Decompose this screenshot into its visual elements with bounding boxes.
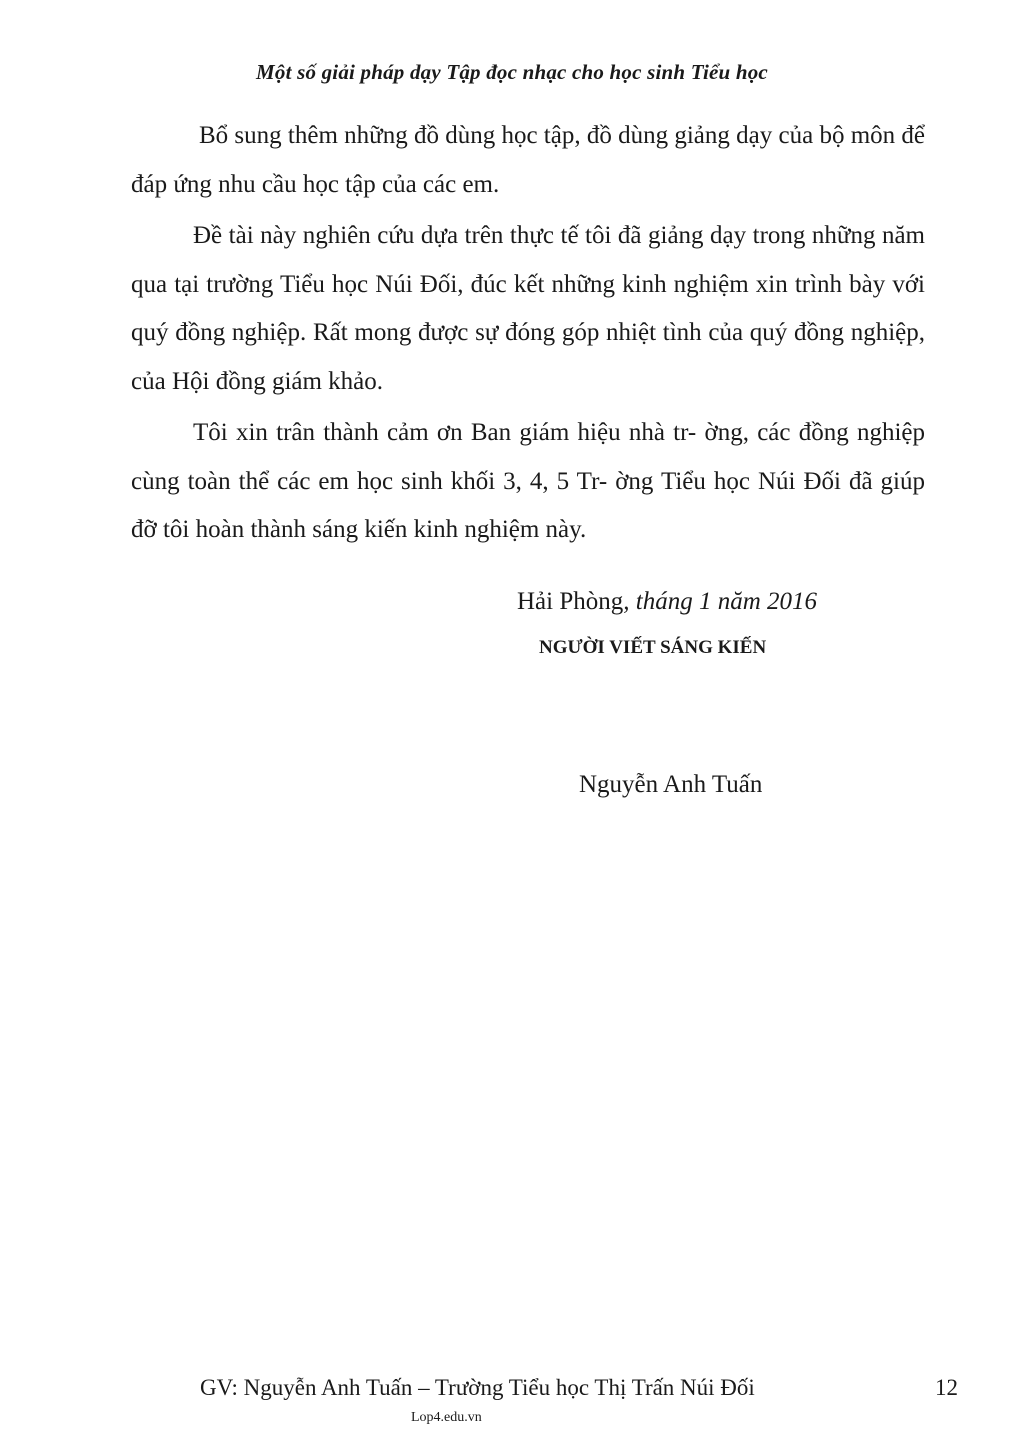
signature-role: NGƯỜI VIẾT SÁNG KIẾN	[539, 637, 767, 658]
signature-author-name: Nguyễn Anh Tuấn	[579, 771, 763, 798]
signature-place: Hải Phòng	[517, 588, 624, 615]
page-footer: GV: Nguyễn Anh Tuấn – Trường Tiểu học Thị Trấn Núi Đối	[200, 1375, 755, 1400]
page-number: 12	[935, 1375, 958, 1400]
paragraph-research-basis: Đề tài này nghiên cứu dựa trên thực tế tôi đã giảng dạy trong những năm qua tại trường Tiểu học Núi Đối, đúc kết những kinh nghiệm xin trình bày với quý đồng nghiệp. Rất mong được sự đóng góp nhiệt tình của quý đồng nghiệp, của Hội đồng giám khảo.	[131, 222, 925, 395]
paragraph-supplies: Bổ sung thêm những đồ dùng học tập, đồ dùng giảng dạy của bộ môn để đáp ứng nhu cầu học tập của các em.	[131, 122, 925, 198]
signature-date: , tháng 1 năm 2016	[623, 588, 817, 615]
document-body	[131, 112, 925, 558]
signature-place-date	[517, 588, 817, 616]
page-header-title: Một số giải pháp dạy Tập đọc nhạc cho học sinh Tiểu học	[256, 60, 768, 84]
footer-site-label: Lop4.edu.vn	[411, 1410, 482, 1425]
paragraph-acknowledgement: Tôi xin trân thành cảm ơn Ban giám hiệu nhà tr- ờng, các đồng nghiệp cùng toàn thể các em học sinh khối 3, 4, 5 Tr- ờng Tiểu học Núi Đối đã giúp đỡ tôi hoàn thành sáng kiến kinh nghiệm này.	[131, 419, 925, 543]
